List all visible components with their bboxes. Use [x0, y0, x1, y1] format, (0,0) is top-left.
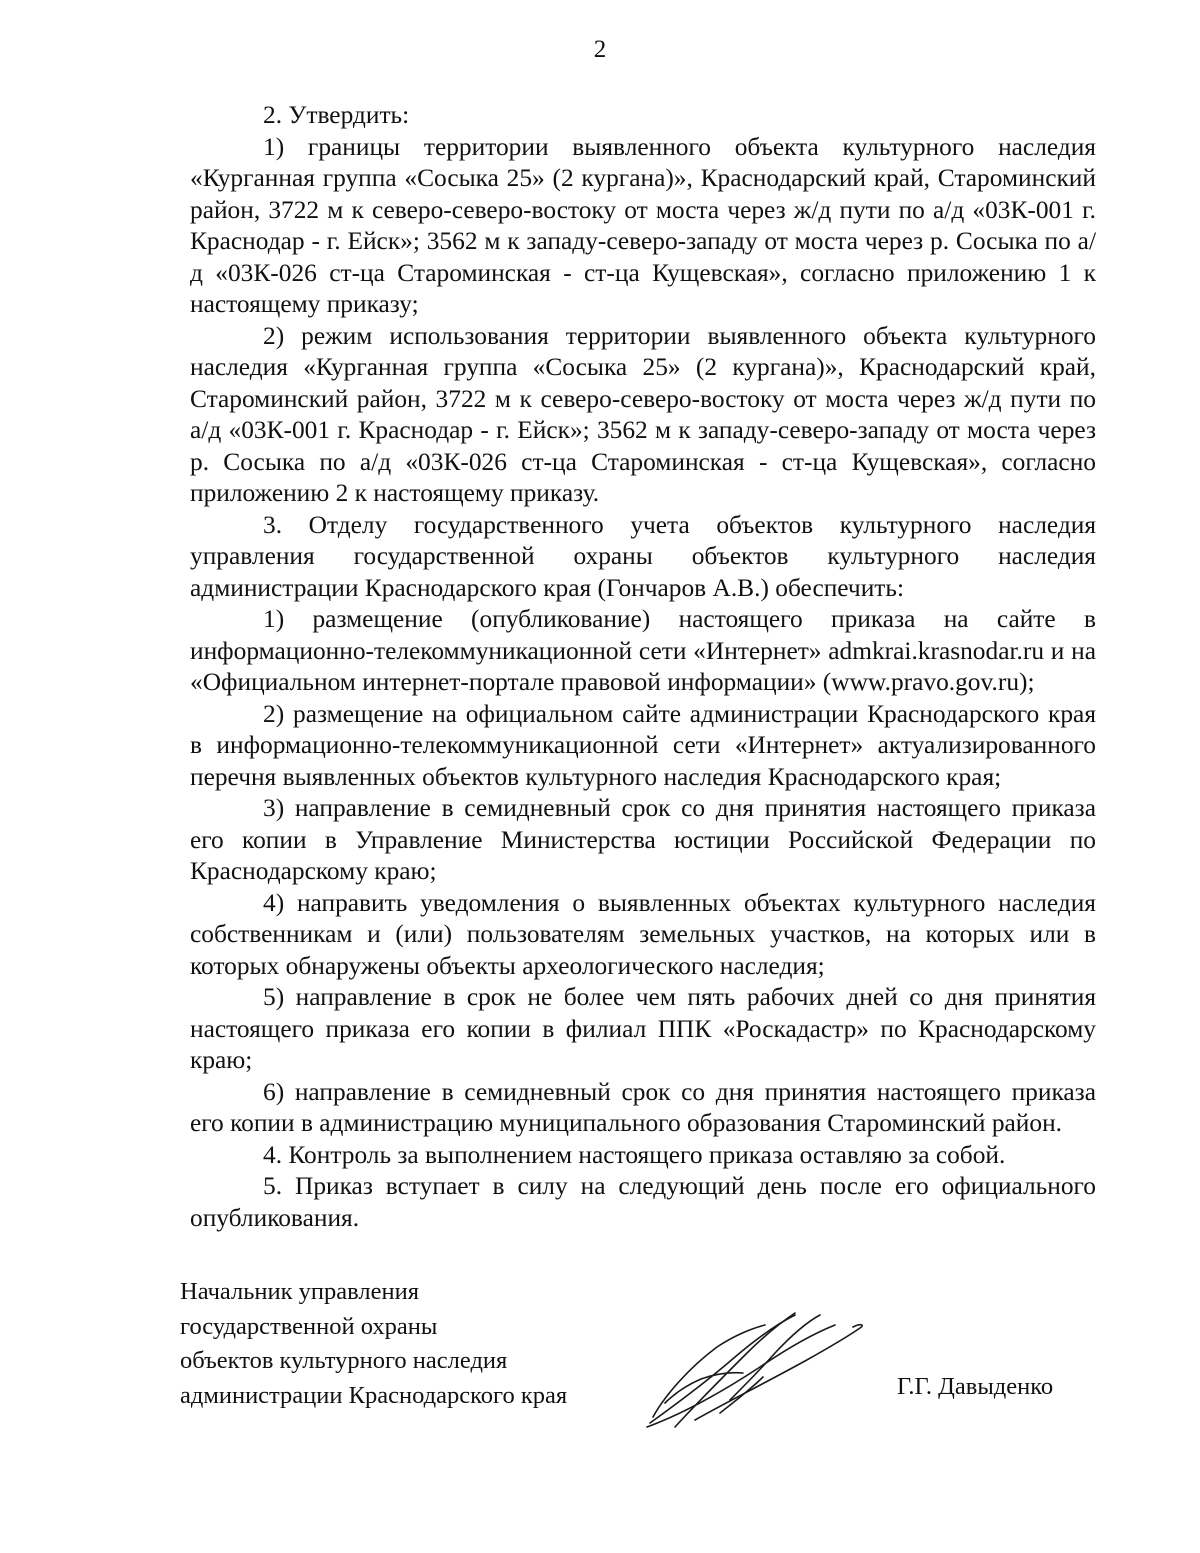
paragraph: 3) направление в семидневный срок со дня принятия настоящего приказа его копии в Управление Министерства юстиции Российской Федерации по Краснодарскому краю;: [190, 794, 1096, 885]
paragraph: 2) режим использования территории выявленного объекта культурного наследия «Курганная группа «Сосыка 25» (2 кургана)», Краснодарский край, Староминский район, 3722 м к северо-северо-востоку от моста через ж/д пути по а/д «03К-001 г. Краснодар - г. Ейск»; 3562 м к западу-северо-западу от моста через р. Сосыка по а/д «03К-026 ст-ца Староминская - ст-ца Кущевская», согласно приложению 2 к настоящему приказу.: [190, 321, 1096, 507]
paragraph: 4) направить уведомления о выявленных объектах культурного наследия собственникам и (или) пользователям земельных участков, на которых или в которых обнаружены объекты археологического наследия;: [190, 888, 1096, 980]
signatory-title: [180, 1275, 567, 1413]
paragraph: 5. Приказ вступает в силу на следующий день после его официального опубликования.: [190, 1172, 1096, 1232]
signer-name: Г.Г. Давыденко: [897, 1373, 1054, 1400]
page-number: 2: [593, 36, 607, 63]
paragraph: 6) направление в семидневный срок со дня принятия настоящего приказа его копии в администрацию муниципального образования Староминский район.: [190, 1077, 1096, 1137]
handwritten-signature: [635, 1295, 875, 1435]
paragraph: 3. Отделу государственного учета объектов культурного наследия управления государственной охраны объектов культурного наследия администрации Краснодарского края (Гончаров А.В.) обеспечить:: [190, 510, 1096, 602]
signatory-title-line: объектов культурного наследия: [180, 1347, 508, 1374]
paragraph: 2. Утвердить:: [263, 101, 410, 129]
document-body: [190, 100, 1096, 1234]
signatory-title-line: Начальник управления: [180, 1278, 419, 1305]
signatory-title-line: государственной охраны: [180, 1312, 438, 1340]
paragraph: 2) размещение на официальном сайте администрации Краснодарского края в информационно-телекоммуникационной сети «Интернет» актуализированного перечня выявленных объектов культурного наследия Краснодарского края;: [190, 699, 1096, 791]
paragraph: 5) направление в срок не более чем пять рабочих дней со дня принятия настоящего приказа его копии в филиал ППК «Роскадастр» по Краснодарскому краю;: [190, 983, 1096, 1074]
paragraph: 4. Контроль за выполнением настоящего приказа оставляю за собой.: [263, 1140, 1006, 1169]
paragraph: 1) границы территории выявленного объекта культурного наследия «Курганная группа «Сосыка 25» (2 кургана)», Краснодарский край, Староминский район, 3722 м к северо-северо-востоку от моста через ж/д пути по а/д «03К-001 г. Краснодар - г. Ейск»; 3562 м к западу-северо-западу от моста через р. Сосыка по а/д «03К-026 ст-ца Староминская - ст-ца Кущевская», согласно приложению 1 к настоящему приказу;: [190, 132, 1096, 318]
signatory-title-line: администрации Краснодарского края: [180, 1381, 568, 1409]
paragraph: 1) размещение (опубликование) настоящего приказа на сайте в информационно-телекоммуникационной сети «Интернет» admkrai.krasnodar.ru и на «Официальном интернет-портале правовой информации» (www.pravo.gov.ru);: [190, 605, 1096, 696]
